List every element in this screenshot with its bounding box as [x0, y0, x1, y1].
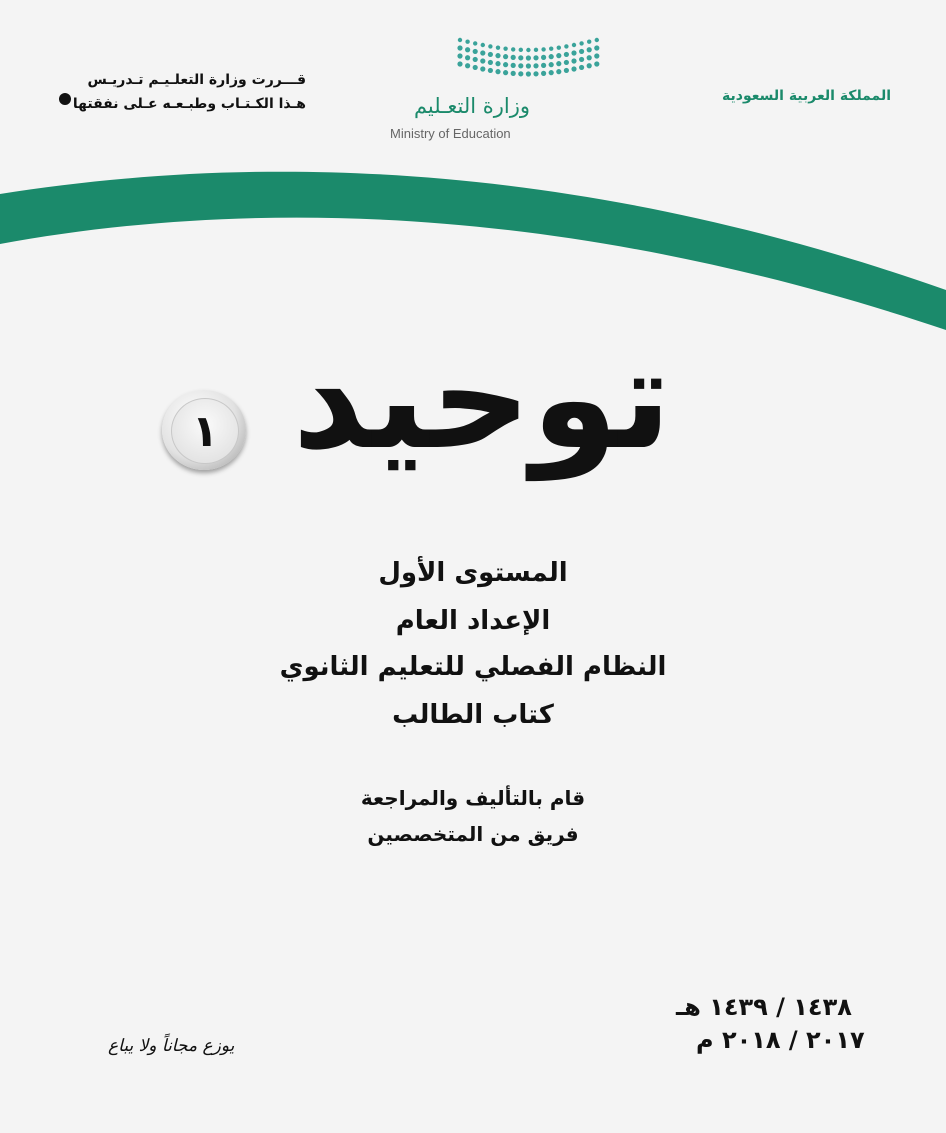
logo-dot [473, 65, 478, 70]
logo-dot [457, 61, 462, 66]
logo-dot [526, 63, 531, 68]
logo-dot [526, 71, 531, 76]
logo-dot [534, 48, 538, 52]
logo-dot [503, 70, 508, 75]
logo-dot [587, 55, 592, 60]
volume-badge [162, 390, 246, 470]
bullet-icon [59, 93, 71, 105]
ministry-name-english: Ministry of Education [390, 126, 511, 141]
logo-dot [557, 45, 561, 49]
logo-dot [587, 63, 592, 68]
logo-dot [518, 55, 523, 60]
logo-dot [495, 61, 500, 66]
logo-dot [473, 49, 478, 54]
green-swoosh-band [0, 160, 946, 340]
logo-dot [465, 55, 470, 60]
logo-dot [571, 66, 576, 71]
logo-dot [594, 53, 599, 58]
track-label: الإعداد العام [395, 606, 551, 636]
logo-dot [595, 38, 599, 42]
logo-dot [473, 57, 478, 62]
logo-dot [556, 53, 561, 58]
book-title: توحيد [292, 318, 672, 481]
logo-dot [488, 68, 493, 73]
volume-number: ١ [171, 398, 239, 464]
logo-dot [518, 71, 523, 76]
logo-dot [556, 61, 561, 66]
logo-dot [571, 50, 576, 55]
logo-dot [495, 53, 500, 58]
logo-dot [465, 63, 470, 68]
logo-dot [579, 49, 584, 54]
logo-dot [488, 60, 493, 65]
logo-dot [541, 71, 546, 76]
ministry-name-arabic: وزارة التعـليم [413, 94, 530, 118]
logo-dot [571, 58, 576, 63]
logo-dot [594, 45, 599, 50]
logo-dot [503, 62, 508, 67]
logo-dot [579, 65, 584, 70]
logo-dot [556, 69, 561, 74]
logo-dot [511, 71, 516, 76]
logo-dot [533, 55, 538, 60]
gregorian-year: ٢٠١٧ / ٢٠١٨ م [696, 1026, 865, 1054]
authors-line-2: فريق من المتخصصين [367, 822, 579, 846]
logo-dot [549, 62, 554, 67]
logo-dot [564, 68, 569, 73]
logo-dot [480, 50, 485, 55]
logo-dot [503, 46, 507, 50]
logo-dot [473, 41, 477, 45]
logo-dot [488, 44, 492, 48]
book-type-label: كتاب الطالب [392, 700, 554, 730]
logo-dot [511, 55, 516, 60]
logo-dot [503, 54, 508, 59]
logo-dot [526, 48, 530, 52]
logo-dot [587, 40, 591, 44]
ministry-logo-icon [455, 34, 605, 84]
logo-dot [564, 52, 569, 57]
logo-dot [457, 53, 462, 58]
logo-dot [549, 46, 553, 50]
logo-dot [549, 54, 554, 59]
logo-dot [526, 55, 531, 60]
logo-dot [564, 44, 568, 48]
logo-dot [457, 45, 462, 50]
logo-dot [519, 48, 523, 52]
logo-dot [465, 47, 470, 52]
logo-dot [511, 63, 516, 68]
logo-dot [480, 58, 485, 63]
hijri-year: ١٤٣٨ / ١٤٣٩ هـ [676, 993, 852, 1021]
kingdom-name: المملكة العربية السعودية [722, 88, 891, 104]
logo-dot [518, 63, 523, 68]
free-distribution-note: يوزع مجاناً ولا يباع [108, 1036, 235, 1056]
logo-dot [587, 47, 592, 52]
logo-dot [533, 63, 538, 68]
logo-dot [465, 40, 469, 44]
logo-dot [594, 61, 599, 66]
system-label: النظام الفصلي للتعليم الثانوي [279, 652, 667, 682]
approval-line-2: هـذا الكـتـاب وطبـعـه عـلى نفقتها [72, 96, 306, 112]
logo-dot [511, 47, 515, 51]
approval-line-1: قـــررت وزارة التعلـيـم تـدريـس [87, 72, 306, 88]
logo-dot [481, 43, 485, 47]
logo-dot [541, 47, 545, 51]
logo-dot [533, 71, 538, 76]
logo-dot [496, 45, 500, 49]
logo-dot [579, 57, 584, 62]
logo-dot [488, 52, 493, 57]
logo-dot [480, 66, 485, 71]
logo-dot [458, 38, 462, 42]
logo-dot [541, 55, 546, 60]
logo-dot [572, 43, 576, 47]
logo-dot [579, 41, 583, 45]
level-label: المستوى الأول [378, 558, 568, 588]
logo-dot [541, 63, 546, 68]
logo-dot [495, 69, 500, 74]
logo-dot [549, 70, 554, 75]
authors-line-1: قام بالتأليف والمراجعة [360, 786, 586, 810]
logo-dot [564, 60, 569, 65]
